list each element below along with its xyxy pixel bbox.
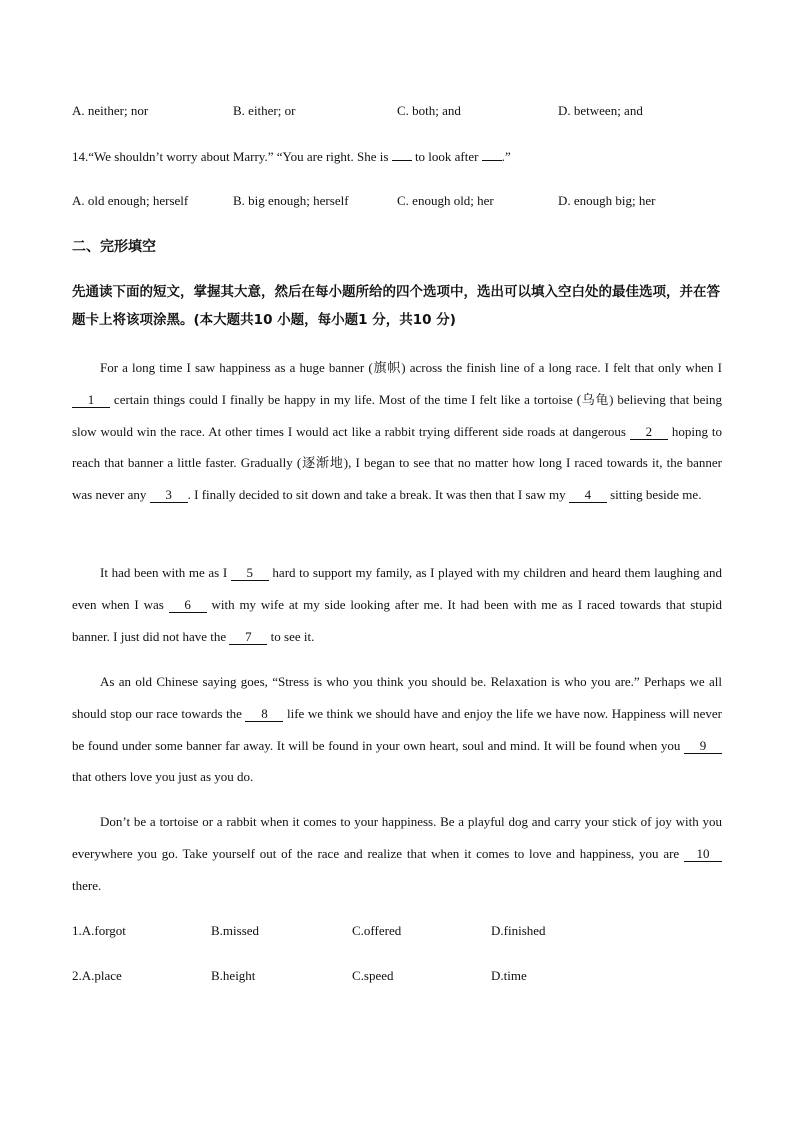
- passage-paragraph-4: [72, 806, 722, 901]
- p4-text-1: Don’t be a tortoise or a rabbit when it comes to your happiness. Be a playful dog and carry your stick of joy with you everywhere you go. Take yourself out of the race and realize that when it comes to love and happiness, you are: [72, 814, 722, 861]
- q1-option-b: B.missed: [211, 923, 260, 938]
- p1-text-2: certain things could I finally be happy in my life. Most of the time I felt like a tortoise (乌龟) believing that being slow would win the race. At other times I would act like a rabbit trying different side roads at dangerous: [72, 391, 722, 439]
- passage-paragraph-3: [72, 666, 722, 793]
- p1-text-1: For a long time I saw happiness as a huge banner (旗帜) across the finish line of a long race. I felt that only when I: [100, 360, 722, 375]
- q2-option-a: 2.A.place: [72, 968, 122, 983]
- q13-options: [72, 103, 732, 123]
- q1-option-c: C.offered: [352, 923, 402, 938]
- q14-text-suffix: .”: [501, 149, 511, 164]
- q2-option-b: B.height: [211, 968, 256, 983]
- q14-option-d: D. enough big; her: [558, 193, 656, 208]
- q2-options: [72, 968, 732, 988]
- q14-question: [72, 148, 511, 165]
- blank-4: 4: [569, 487, 607, 503]
- blank-6: 6: [169, 597, 207, 613]
- p1-text-3: hoping to reach that banner a little faster. Gradually (逐渐地), I began to see that no matter how long I raced towards it, the banner was never any: [72, 423, 722, 503]
- q2-option-d: D.time: [491, 968, 527, 983]
- blank-1: 1: [72, 392, 110, 408]
- q13-option-d: D. between; and: [558, 103, 643, 118]
- q13-option-a: A. neither; nor: [72, 103, 149, 118]
- q14-blank-2: [482, 148, 502, 161]
- p3-text-1: As an old Chinese saying goes, “Stress is who you think you should be. Relaxation is who you are.” Perhaps we all should stop our race towards the: [72, 674, 722, 721]
- blank-10: 10: [684, 846, 722, 862]
- p4-text-2: there.: [72, 877, 102, 893]
- q14-option-b: B. big enough; herself: [233, 193, 349, 208]
- section-title: 二、完形填空: [72, 239, 156, 255]
- q14-options: [72, 193, 732, 213]
- q13-option-b: B. either; or: [233, 103, 296, 118]
- q13-option-c: C. both; and: [397, 103, 461, 118]
- passage-paragraph-1: [72, 352, 722, 511]
- p3-text-3: that others love you just as you do.: [72, 769, 254, 785]
- blank-3: 3: [150, 487, 188, 503]
- q1-option-a: 1.A.forgot: [72, 923, 126, 938]
- blank-5: 5: [231, 565, 269, 581]
- passage-paragraph-2: [72, 557, 722, 652]
- p2-text-2: hard to support my family, as I played with my children and heard them laughing and even when I was: [72, 565, 723, 612]
- q14-option-a: A. old enough; herself: [72, 193, 189, 208]
- q1-option-d: D.finished: [491, 923, 546, 938]
- blank-9: 9: [684, 738, 722, 754]
- section-instruction: 先通读下面的短文，掌握其大意，然后在每小题所给的四个选项中，选出可以填入空白处的最佳选项，并在答题卡上将该项涂黑。(本大题共10 小题，每小题1 分，共10 分): [72, 284, 720, 328]
- q14-text-prefix: 14.“We shouldn’t worry about Marry.” “You are right. She is: [72, 149, 392, 164]
- q1-options: [72, 923, 732, 943]
- p2-text-4: to see it.: [267, 628, 315, 644]
- p2-text-3: with my wife at my side looking after me. It had been with me as I raced towards that stupid banner. I just did not have the: [72, 596, 722, 644]
- p1-text-5: sitting beside me.: [606, 487, 702, 503]
- p2-text-1: It had been with me as I: [100, 565, 231, 580]
- q2-option-c: C.speed: [352, 968, 394, 983]
- p1-text-4: . I finally decided to sit down and take a break. It was then that I saw my: [187, 487, 569, 503]
- q14-option-c: C. enough old; her: [397, 193, 494, 208]
- q14-blank-1: [392, 148, 412, 161]
- blank-7: 7: [229, 629, 267, 645]
- blank-2: 2: [630, 424, 668, 440]
- p3-text-2: life we think we should have and enjoy the life we have now. Happiness will never be found under some banner far away. It will be found in your own heart, soul and mind. It will be found when you: [72, 705, 722, 753]
- blank-8: 8: [245, 706, 283, 722]
- q14-text-middle: to look after: [411, 149, 482, 164]
